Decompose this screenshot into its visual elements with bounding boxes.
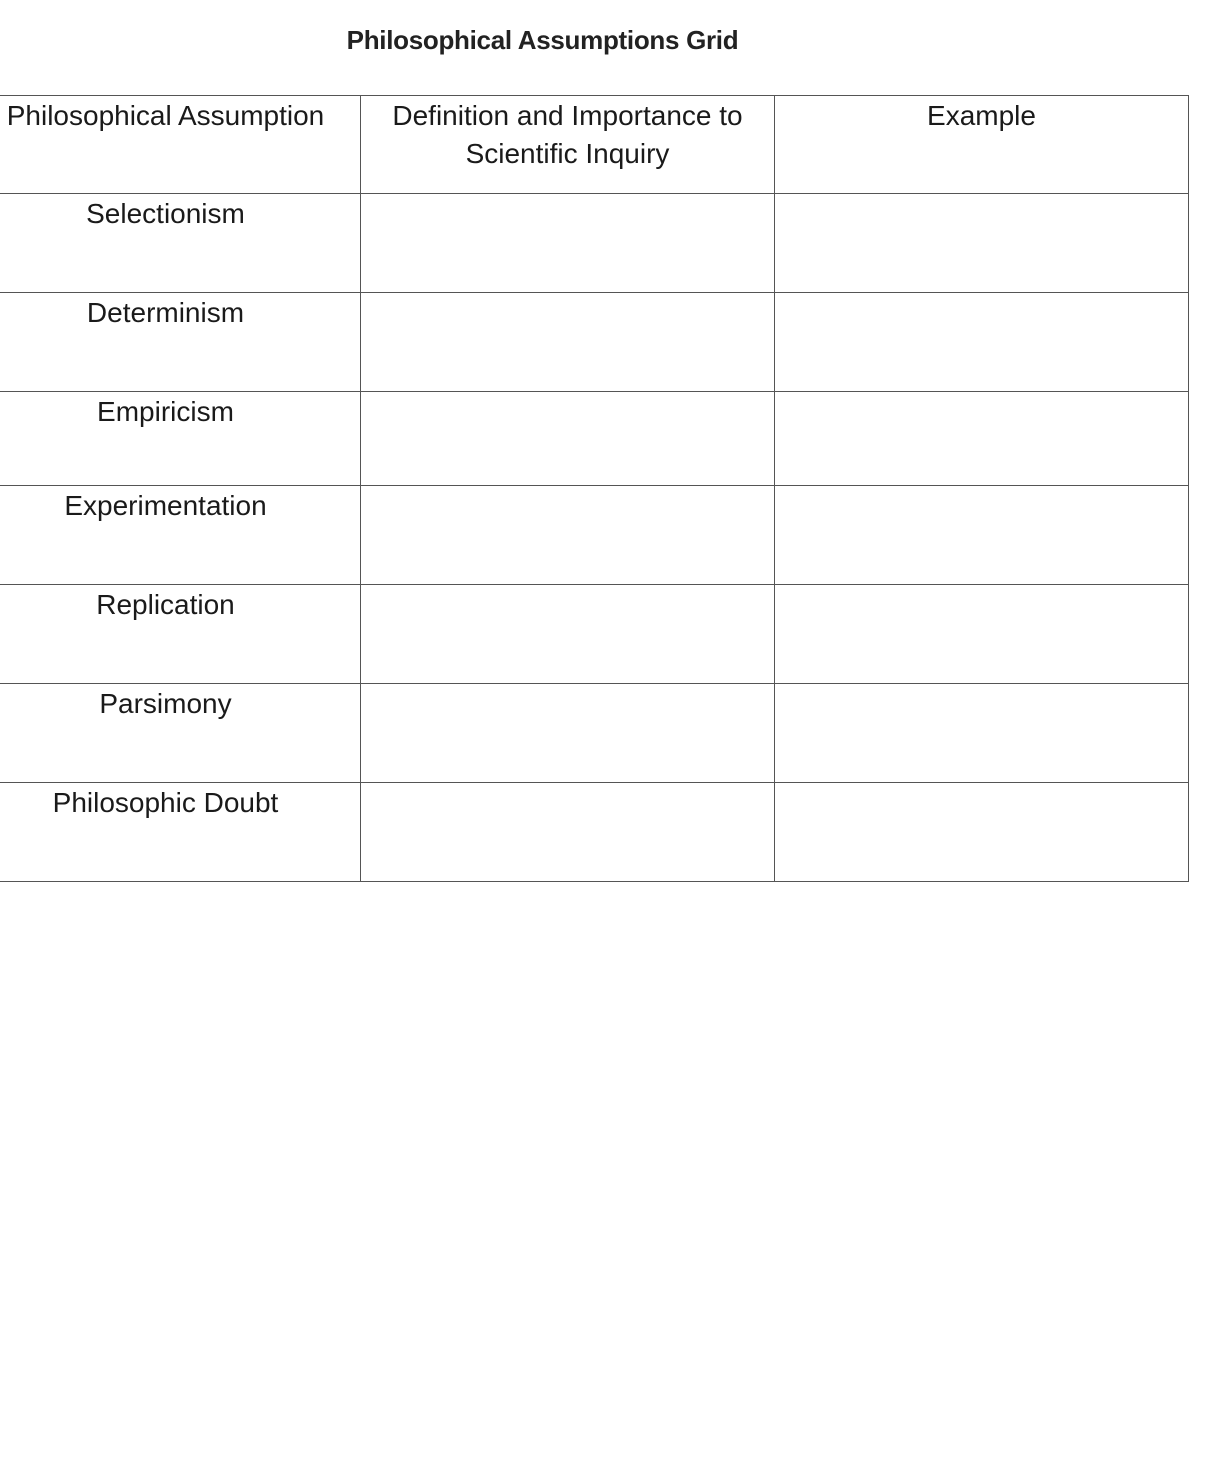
table-row	[0, 392, 1189, 486]
assumption-cell: Empiricism	[0, 392, 361, 486]
example-cell[interactable]	[775, 585, 1189, 684]
definition-cell[interactable]	[361, 293, 775, 392]
header-definition: Definition and Importance to Scientific Inquiry	[361, 96, 775, 194]
assumptions-table	[0, 95, 1189, 882]
assumption-cell: Philosophic Doubt	[0, 783, 361, 882]
assumption-cell: Parsimony	[0, 684, 361, 783]
definition-cell[interactable]	[361, 684, 775, 783]
table-row	[0, 684, 1189, 783]
header-assumption: Philosophical Assumption	[0, 96, 361, 194]
header-row	[0, 96, 1189, 194]
page-title: Philosophical Assumptions Grid	[346, 25, 739, 55]
assumption-cell: Selectionism	[0, 194, 361, 293]
table-row	[0, 293, 1189, 392]
definition-cell[interactable]	[361, 585, 775, 684]
example-cell[interactable]	[775, 194, 1189, 293]
definition-cell[interactable]	[361, 392, 775, 486]
assumption-cell: Determinism	[0, 293, 361, 392]
example-cell[interactable]	[775, 392, 1189, 486]
definition-cell[interactable]	[361, 486, 775, 585]
definition-cell[interactable]	[361, 783, 775, 882]
example-cell[interactable]	[775, 783, 1189, 882]
table-row	[0, 486, 1189, 585]
header-example: Example	[775, 96, 1189, 194]
table-row	[0, 585, 1189, 684]
assumption-cell: Replication	[0, 585, 361, 684]
table-row	[0, 783, 1189, 882]
example-cell[interactable]	[775, 486, 1189, 585]
definition-cell[interactable]	[361, 194, 775, 293]
example-cell[interactable]	[775, 684, 1189, 783]
assumption-cell: Experimentation	[0, 486, 361, 585]
assumptions-grid	[0, 95, 1188, 882]
example-cell[interactable]	[775, 293, 1189, 392]
table-row	[0, 194, 1189, 293]
